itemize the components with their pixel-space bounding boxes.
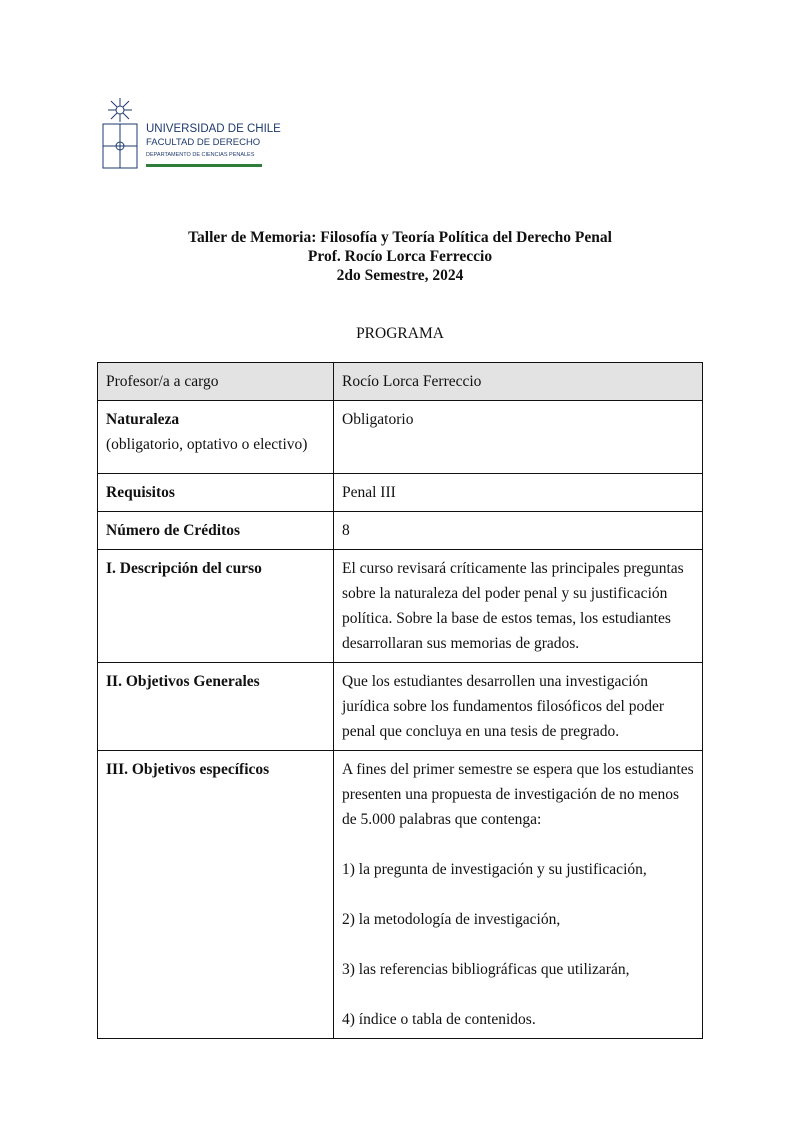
table-row [98, 363, 703, 401]
university-crest-icon [100, 98, 140, 170]
table-row [98, 512, 703, 550]
row-sublabel: (obligatorio, optativo o electivo) [106, 436, 308, 453]
logo-university-name: UNIVERSIDAD DE CHILE [146, 123, 281, 135]
table-row [98, 401, 703, 474]
list-item: 1) la pregunta de investigación y su justificación, [342, 861, 647, 878]
logo-department-name: DEPARTAMENTO DE CIENCIAS PENALES [146, 152, 255, 158]
logo-green-bar [146, 164, 262, 167]
table-row [98, 663, 703, 751]
row-value: Que los estudiantes desarrollen una investigación jurídica sobre los fundamentos filosóficos del poder penal que concluya en una tesis de pregrado. [334, 663, 703, 751]
row-label: Número de Créditos [98, 512, 334, 550]
row-value: 8 [334, 512, 703, 550]
table-row [98, 550, 703, 663]
row-value: El curso revisará críticamente las principales preguntas sobre la naturaleza del poder penal y su justificación política. Sobre la base de estos temas, los estudiantes desarrollaran sus memorias de grados. [334, 550, 703, 663]
row-label-cell [98, 401, 334, 474]
program-table [97, 362, 703, 1039]
table-row [98, 474, 703, 512]
row-value-cell [334, 751, 703, 1039]
list-item: 4) índice o tabla de contenidos. [342, 1011, 536, 1028]
row-value: Obligatorio [334, 401, 703, 474]
row-value: Penal III [334, 474, 703, 512]
semester: 2do Semestre, 2024 [336, 267, 464, 284]
logo-faculty-name: FACULTAD DE DERECHO [146, 137, 261, 148]
document-heading [0, 228, 800, 285]
row-label: Profesor/a a cargo [98, 363, 334, 401]
row-label: Naturaleza [106, 411, 180, 428]
row-value: Rocío Lorca Ferreccio [334, 363, 703, 401]
row-label: Requisitos [98, 474, 334, 512]
professor-name: Prof. Rocío Lorca Ferreccio [307, 248, 493, 265]
section-title: PROGRAMA [356, 325, 444, 342]
university-logo [100, 98, 360, 173]
row-label: I. Descripción del curso [98, 550, 334, 663]
course-title: Taller de Memoria: Filosofía y Teoría Política del Derecho Penal [188, 229, 612, 246]
row-label: II. Objetivos Generales [98, 663, 334, 751]
row-value: A fines del primer semestre se espera que los estudiantes presenten una propuesta de investigación de no menos de 5.000 palabras que contenga: [342, 761, 694, 828]
list-item: 2) la metodología de investigación, [342, 911, 561, 928]
row-label: III. Objetivos específicos [98, 751, 334, 1039]
list-item: 3) las referencias bibliográficas que utilizarán, [342, 961, 630, 978]
table-row [98, 751, 703, 1039]
